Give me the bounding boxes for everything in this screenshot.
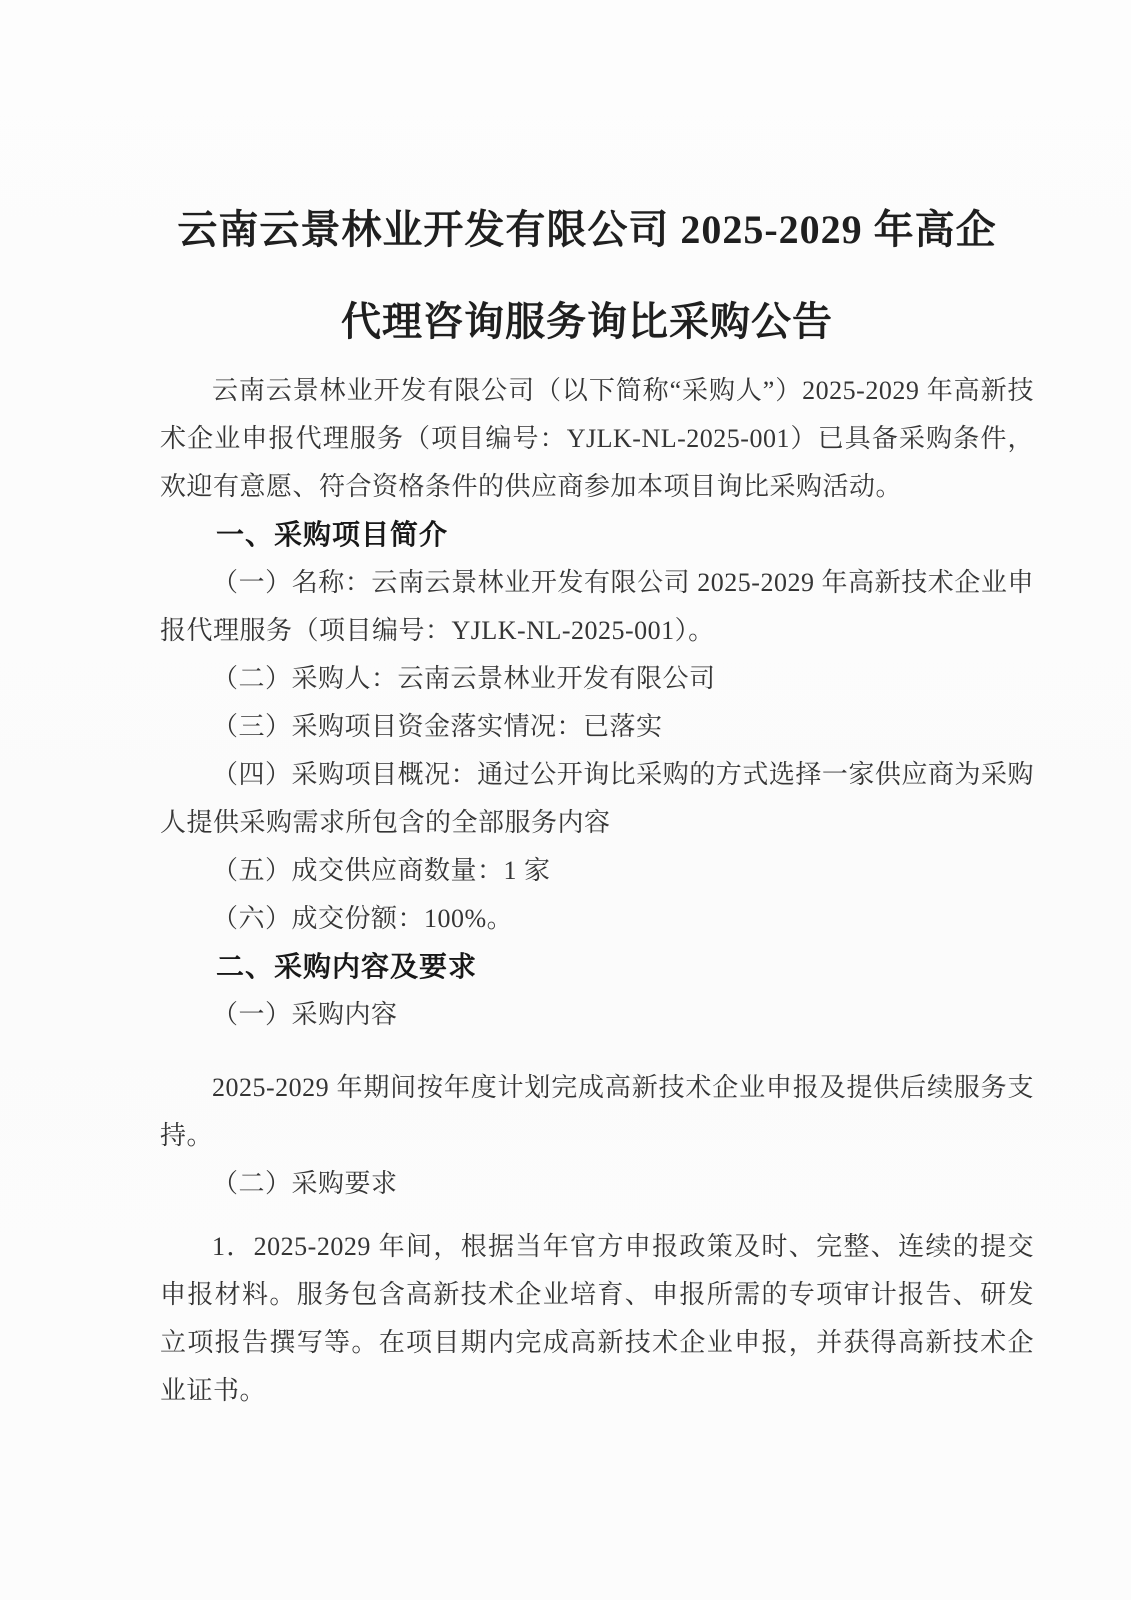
section-2-sub-2-body: 1．2025-2029 年间，根据当年官方申报政策及时、完整、连续的提交申报材料。服务包含高新技术企业培育、申报所需的专项审计报告、研发立项报告撰写等。在项目期内完成高新技术企业申报，并获得高新技术企业证书。: [160, 1232, 1034, 1405]
section-2-sub-1-body: 2025-2029 年期间按年度计划完成高新技术企业申报及提供后续服务支持。: [160, 1073, 1034, 1150]
section-1-item-share: （六）成交份额：100%。: [212, 904, 514, 933]
section-2-sub-2-heading: （二）采购要求: [212, 1169, 398, 1198]
section-1-item-purchaser: （二）采购人：云南云景林业开发有限公司: [212, 664, 716, 693]
section-1-heading: 一、采购项目简介: [216, 519, 449, 550]
section-2-sub-1-heading: （一）采购内容: [212, 1000, 398, 1029]
section-2-heading: 二、采购内容及要求: [216, 951, 478, 982]
section-1-item-funding: （三）采购项目资金落实情况：已落实: [212, 712, 663, 741]
section-1-item-supplier-count: （五）成交供应商数量：1 家: [212, 856, 551, 885]
section-1-item-name: （一）名称：云南云景林业开发有限公司 2025-2029 年高新技术企业申报代理服务（项目编号：YJLK-NL-2025-001）。: [160, 568, 1034, 645]
document-title-line-2: 代理咨询服务询比采购公告: [341, 299, 833, 344]
intro-paragraph: 云南云景林业开发有限公司（以下简称“采购人”）2025-2029 年高新技术企业申报代理服务（项目编号：YJLK-NL-2025-001）已具备采购条件，欢迎有意愿、符合资格条件的供应商参加本项目询比采购活动。: [160, 376, 1034, 501]
document-title: [140, 206, 1034, 346]
document-title-line-1: 云南云景林业开发有限公司 2025-2029 年高企: [177, 207, 997, 252]
section-1-item-overview: （四）采购项目概况：通过公开询比采购的方式选择一家供应商为采购人提供采购需求所包含的全部服务内容: [160, 760, 1034, 837]
